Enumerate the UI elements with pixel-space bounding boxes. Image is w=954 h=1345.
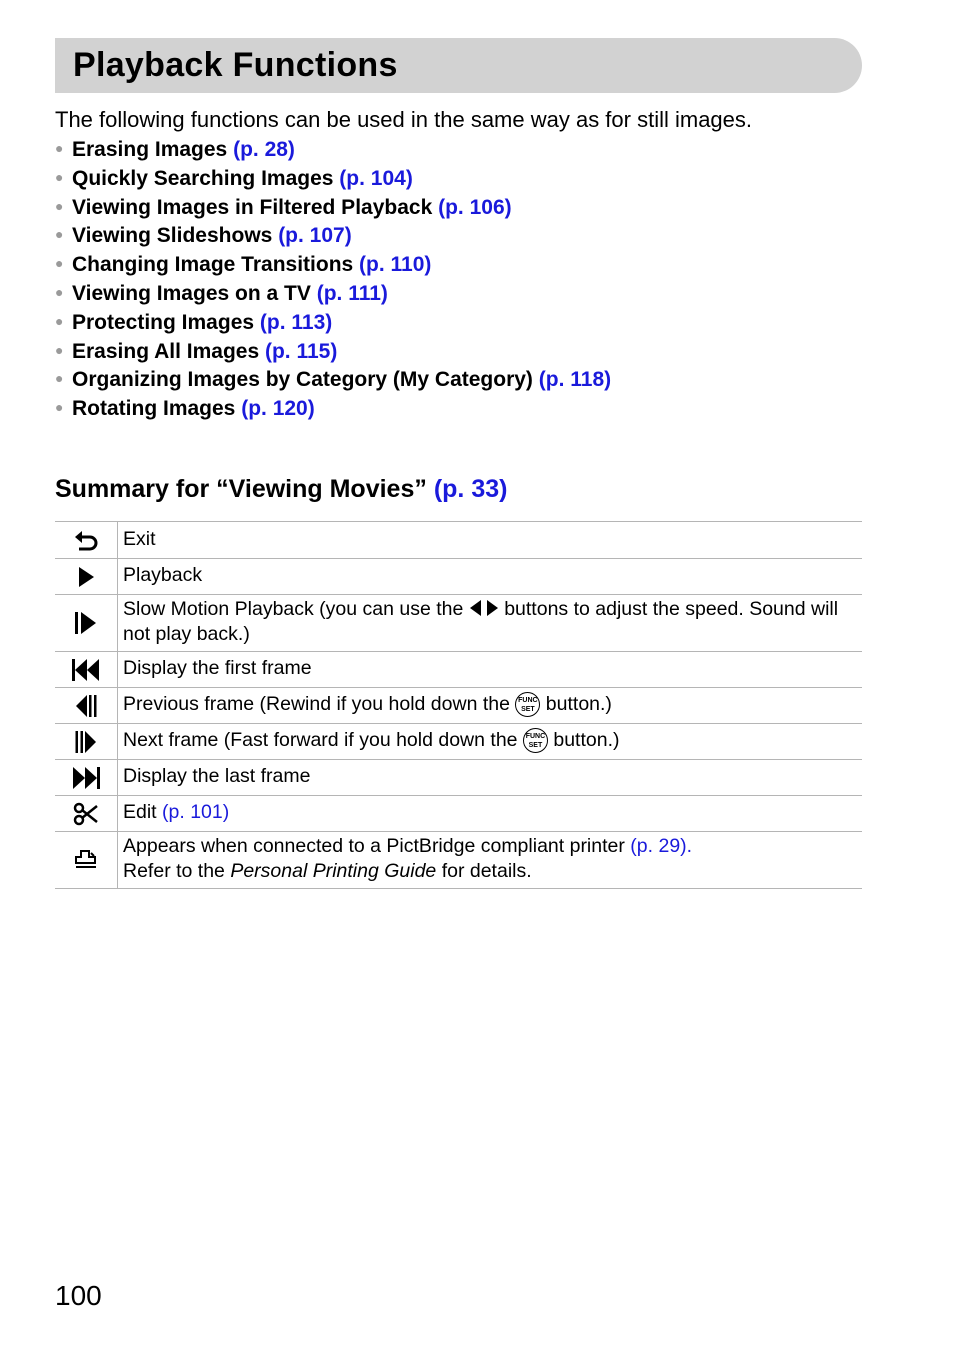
guide-title: Personal Printing Guide — [230, 860, 437, 882]
scissors-icon — [55, 796, 118, 832]
table-row — [55, 688, 862, 724]
list-item: ● Viewing Slideshows (p. 107) — [55, 222, 611, 251]
last-frame-icon — [55, 760, 118, 796]
previous-frame-icon — [55, 688, 118, 724]
page-link[interactable]: (p. 113) — [259, 310, 333, 334]
table-row — [55, 760, 862, 796]
bullet-icon: ● — [55, 226, 64, 243]
page-link[interactable]: (p. 101) — [162, 801, 230, 823]
list-item: ● Erasing Images (p. 28) — [55, 136, 611, 165]
bullet-icon: ● — [55, 341, 64, 358]
list-item: ● Changing Image Transitions (p. 110) — [55, 251, 611, 280]
func-set-button-icon: FUNC SET — [523, 728, 548, 753]
list-item: ● Organizing Images by Category (My Category) (p. 118) — [55, 366, 611, 395]
print-icon — [55, 832, 118, 889]
first-frame-icon — [55, 652, 118, 688]
page-link[interactable]: (p. 107) — [278, 224, 352, 248]
page-link[interactable]: (p. 104) — [339, 166, 413, 190]
func-set-button-icon: FUNC SET — [515, 692, 540, 717]
slow-motion-icon — [55, 595, 118, 652]
row-description: Playback — [118, 559, 863, 595]
next-frame-icon — [55, 724, 118, 760]
play-icon — [55, 559, 118, 595]
bullet-icon: ● — [55, 370, 64, 387]
page-link[interactable]: (p. 115) — [264, 339, 338, 363]
row-description: Slow Motion Playback (you can use the buttons to adjust the speed. Sound will not play back.) — [118, 595, 863, 652]
page-link[interactable]: (p. 29). — [630, 835, 693, 857]
page-title: Playback Functions — [73, 46, 398, 84]
list-item: ● Viewing Images in Filtered Playback (p. 106) — [55, 194, 611, 223]
bullet-icon: ● — [55, 255, 64, 272]
list-item: ● Quickly Searching Images (p. 104) — [55, 165, 611, 194]
row-description: Display the first frame — [118, 652, 863, 688]
table-row — [55, 724, 862, 760]
page-link[interactable]: (p. 120) — [241, 397, 315, 421]
bullet-icon: ● — [55, 168, 64, 185]
page-link[interactable]: (p. 28) — [233, 138, 295, 161]
page-link[interactable]: (p. 106) — [438, 195, 512, 219]
table-row — [55, 595, 862, 652]
bullet-icon: ● — [55, 197, 64, 214]
table-row — [55, 796, 862, 832]
row-description: Previous frame (Rewind if you hold down the FUNC SET button.) — [118, 688, 863, 724]
bullet-icon: ● — [55, 284, 64, 301]
page-link[interactable]: (p. 110) — [359, 253, 432, 277]
return-icon — [55, 522, 118, 559]
bullet-icon: ● — [55, 140, 64, 157]
function-list — [55, 136, 611, 424]
page-link[interactable]: (p. 33) — [433, 475, 508, 503]
intro-text: The following functions can be used in the same way as for still images. — [55, 107, 753, 132]
row-description: Edit (p. 101) — [118, 796, 863, 832]
bullet-icon: ● — [55, 399, 64, 416]
bullet-icon: ● — [55, 312, 64, 329]
table-row — [55, 832, 862, 889]
list-item: ● Viewing Images on a TV (p. 111) — [55, 280, 611, 309]
row-description: Next frame (Fast forward if you hold down the FUNC SET button.) — [118, 724, 863, 760]
left-right-arrows-icon — [469, 599, 499, 617]
summary-heading: Summary for “Viewing Movies” (p. 33) — [55, 475, 508, 503]
table-row — [55, 559, 862, 595]
list-item: ● Rotating Images (p. 120) — [55, 395, 611, 424]
row-description: Display the last frame — [118, 760, 863, 796]
movie-controls-table — [55, 521, 862, 889]
table-row — [55, 652, 862, 688]
table-row — [55, 522, 862, 559]
title-bar — [55, 38, 862, 93]
page-number: 100 — [55, 1280, 102, 1311]
list-item: ● Protecting Images (p. 113) — [55, 309, 611, 338]
page-link[interactable]: (p. 111) — [316, 281, 388, 305]
row-description: Exit — [118, 522, 863, 559]
page-link[interactable]: (p. 118) — [538, 368, 612, 392]
list-item: ● Erasing All Images (p. 115) — [55, 338, 611, 367]
row-description: Appears when connected to a PictBridge compliant printer (p. 29). Refer to the Personal Printing Guide for details. — [118, 832, 863, 889]
